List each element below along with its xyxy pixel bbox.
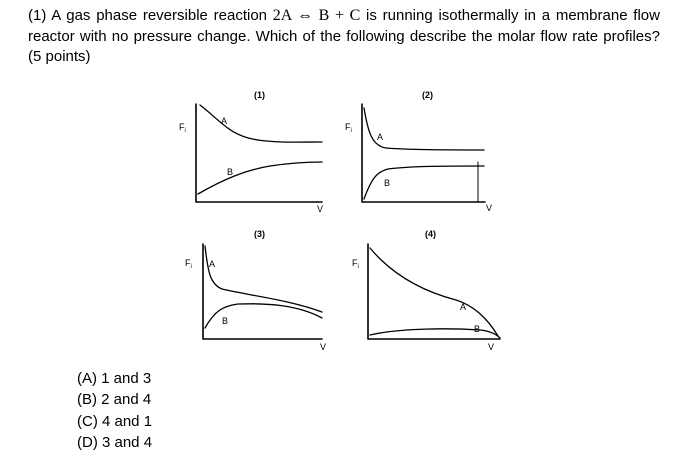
panel-1-axes xyxy=(196,104,322,202)
panel-4-x-label: V xyxy=(488,342,495,352)
panel-2 xyxy=(362,104,485,202)
question-prefix: (1) A gas phase reversible reaction xyxy=(28,7,273,24)
profile-plots xyxy=(160,84,510,354)
question-text xyxy=(28,6,660,68)
panel-3-curve-b-label: B xyxy=(222,316,229,326)
panel-3-y-label-sub: i xyxy=(190,264,192,270)
panel-1-number: (1) xyxy=(254,90,265,100)
panel-1-curve-b-label: B xyxy=(227,167,234,177)
panel-4-curve-a xyxy=(370,248,498,336)
panel-4-y-label-main: F xyxy=(352,258,358,268)
panel-2-x-label: V xyxy=(486,203,493,213)
panel-2-number: (2) xyxy=(422,90,433,100)
panel-2-curve-b-label: B xyxy=(384,178,391,188)
question-suffix: is running isothermally in a membrane flow reactor with no pressure change. Which of the following describe the molar flow rate profiles? (5 points) xyxy=(28,7,660,65)
profile-figure xyxy=(160,84,510,359)
panel-4-curve-b xyxy=(370,329,500,338)
panel-2-axes xyxy=(362,104,485,202)
panel-4-axes xyxy=(368,244,500,339)
option-b[interactable]: (B) 2 and 4 xyxy=(77,391,152,409)
panel-1-x-label: V xyxy=(317,204,324,214)
panel-3-number: (3) xyxy=(254,229,265,239)
reaction-equation: 2A ⇔ B + C xyxy=(272,7,361,24)
panel-4-y-label xyxy=(352,258,359,270)
panel-2-curve-b xyxy=(364,166,484,199)
panel-2-y-label xyxy=(345,122,352,134)
panel-2-y-label-sub: i xyxy=(350,128,352,134)
panel-4-curve-b-label: B xyxy=(474,324,481,334)
panel-1-y-label xyxy=(179,122,186,134)
option-a[interactable]: (A) 1 and 3 xyxy=(77,370,152,387)
panel-2-y-label-main: F xyxy=(345,122,351,132)
panel-4 xyxy=(368,244,500,339)
panel-4-curve-a-label: A xyxy=(460,302,467,312)
panel-3-curve-a-label: A xyxy=(209,259,216,269)
panel-1 xyxy=(196,104,322,202)
panel-1-y-label-sub: i xyxy=(184,128,186,134)
panel-4-y-label-sub: i xyxy=(357,264,359,270)
panel-1-curve-a-label: A xyxy=(221,116,228,126)
panel-3-y-label-main: F xyxy=(185,258,191,268)
panel-3-y-label xyxy=(185,258,192,270)
panel-2-curve-a xyxy=(364,108,484,150)
option-d[interactable]: (D) 3 and 4 xyxy=(77,433,153,451)
panel-4-number: (4) xyxy=(425,229,436,239)
panel-3-axes xyxy=(203,244,322,339)
answer-options xyxy=(77,368,152,453)
panel-2-curve-a-label: A xyxy=(377,132,384,142)
panel-1-curve-a xyxy=(200,105,322,142)
panel-1-curve-b xyxy=(198,162,322,194)
panel-1-y-label-main: F xyxy=(179,122,185,132)
panel-3 xyxy=(203,244,322,339)
panel-3-curve-a xyxy=(205,246,322,312)
panel-3-x-label: V xyxy=(320,342,327,352)
option-c[interactable]: (C) 4 and 1 xyxy=(77,412,153,430)
